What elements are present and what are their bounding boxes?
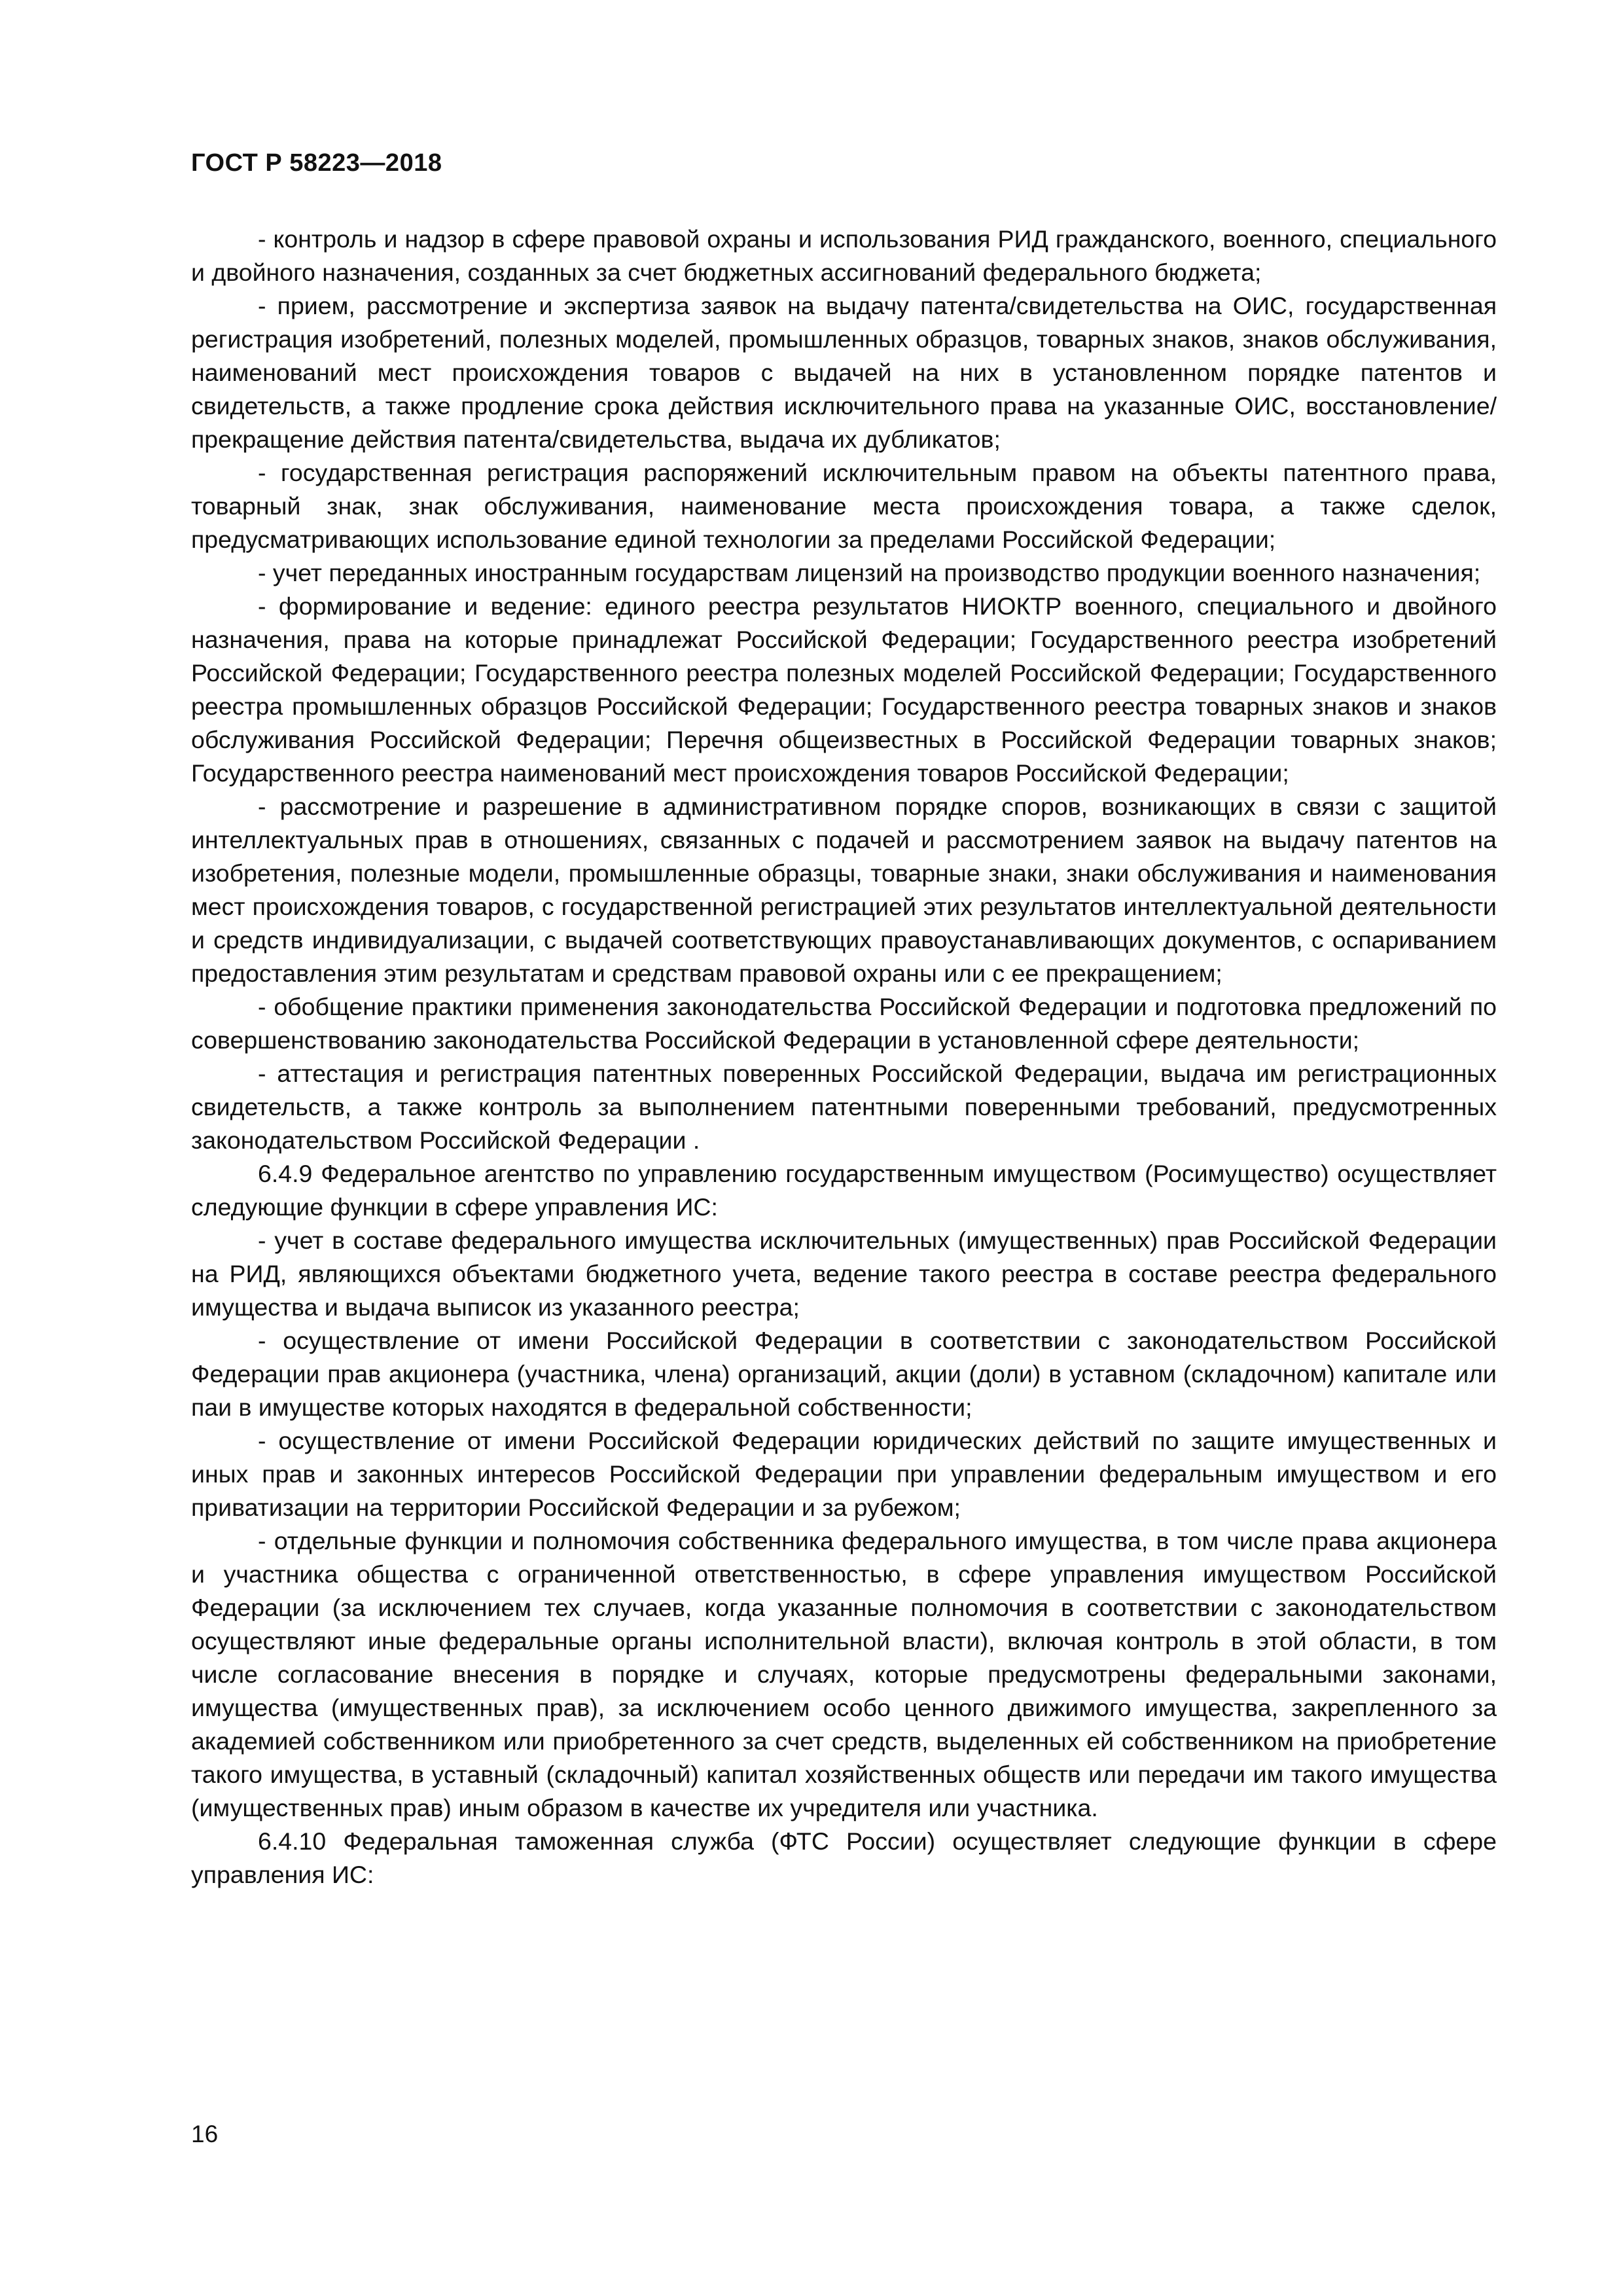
paragraph: - аттестация и регистрация патентных поверенных Российской Федерации, выдача им регистрационных свидетельств, а также контроль за выполнением патентными поверенными требований, предусмотренных законодательством Российской Федерации . [191, 1060, 1497, 1154]
document-header-code: ГОСТ Р 58223—2018 [191, 149, 442, 177]
paragraph: - государственная регистрация распоряжений исключительным правом на объекты патентного права, товарный знак, знак обслуживания, наименование места происхождения товара, а также сделок, предусматривающих использование единой технологии за пределами Российской Федерации; [191, 459, 1497, 553]
paragraph: - осуществление от имени Российской Федерации в соответствии с законодательством Российской Федерации прав акционера (участника, члена) организаций, акции (доли) в уставном (складочном) капитале или паи в имуществе которых находятся в федеральной собственности; [191, 1327, 1497, 1421]
paragraph: - контроль и надзор в сфере правовой охраны и использования РИД гражданского, военного, специального и двойного назначения, созданных за счет бюджетных ассигнований федерального бюджета; [191, 225, 1497, 286]
paragraph: - отдельные функции и полномочия собственника федерального имущества, в том числе права акционера и участника общества с ограниченной ответственностью, в сфере управления имуществом Российской Федерации (за исключением тех случаев, когда указанные полномочия в соответствии с законодательством осуществляют иные федеральные органы исполнительной власти), включая контроль в этой области, в том числе согласование внесения в порядке и случаях, которые предусмотрены федеральными законами, имущества (имущественных прав), за исключением особо ценного движимого имущества, закрепленного за академией собственником или приобретенного за счет средств, выделенных ей собственником на приобретение такого имущества, в уставный (складочный) капитал хозяйственных обществ или передачи им такого имущества (имущественных прав) иным образом в качестве их учредителя или участника. [191, 1527, 1497, 1821]
paragraph: - формирование и ведение: единого реестра результатов НИОКТР военного, специального и двойного назначения, права на которые принадлежат Российской Федерации; Государственного реестра изобретений Российской Федерации; Государственного реестра полезных моделей Российской Федерации; Государственного реестра промышленных образцов Российской Федерации; Государственного реестра товарных знаков и знаков обслуживания Российской Федерации; Перечня общеизвестных в Российской Федерации товарных знаков; Государственного реестра наименований мест происхождения товаров Российской Федерации; [191, 592, 1497, 787]
paragraph: - учет в составе федерального имущества исключительных (имущественных) прав Российской Федерации на РИД, являющихся объектами бюджетного учета, ведение такого реестра в составе реестра федерального имущества и выдача выписок из указанного реестра; [191, 1227, 1497, 1321]
page-number: 16 [191, 2121, 219, 2147]
paragraph: - обобщение практики применения законодательства Российской Федерации и подготовка предложений по совершенствованию законодательства Российской Федерации в установленной сфере деятельности; [191, 993, 1497, 1054]
paragraph: - учет переданных иностранным государствам лицензий на производство продукции военного назначения; [258, 559, 1481, 586]
paragraph: - прием, рассмотрение и экспертиза заявок на выдачу патента/свидетельства на ОИС, государственная регистрация изобретений, полезных моделей, промышленных образцов, товарных знаков, знаков обслуживания, наименований мест происхождения товаров с выдачей на них в установленном порядке патентов и свидетельств, а также продление срока действия исключительного права на указанные ОИС, восстановление/прекращение действия патента/свидетельства, выдача их дубликатов; [191, 292, 1497, 453]
document-body [191, 223, 1497, 1892]
paragraph: - осуществление от имени Российской Федерации юридических действий по защите имущественных и иных прав и законных интересов Российской Федерации при управлении федеральным имуществом и его приватизации на территории Российской Федерации и за рубежом; [191, 1427, 1497, 1521]
section-paragraph-6-4-9: 6.4.9 Федеральное агентство по управлению государственным имуществом (Росимущество) осуществляет следующие функции в сфере управления ИС: [191, 1160, 1497, 1221]
section-paragraph-6-4-10: 6.4.10 Федеральная таможенная служба (ФТС России) осуществляет следующие функции в сфере управления ИС: [191, 1827, 1497, 1888]
paragraph: - рассмотрение и разрешение в административном порядке споров, возникающих в связи с защитой интеллектуальных прав в отношениях, связанных с подачей и рассмотрением заявок на выдачу патентов на изобретения, полезные модели, промышленные образцы, товарные знаки, знаки обслуживания и наименования мест происхождения товаров, с государственной регистрацией этих результатов интеллектуальной деятельности и средств индивидуализации, с выдачей соответствующих правоустанавливающих документов, с оспариванием предоставления этим результатам и средствам правовой охраны или с ее прекращением; [191, 793, 1497, 987]
